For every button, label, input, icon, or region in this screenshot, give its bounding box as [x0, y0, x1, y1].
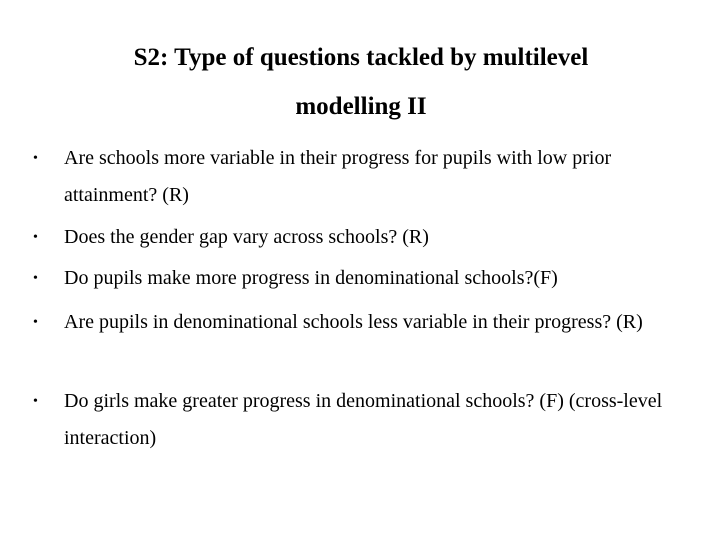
bullet-point-icon: •	[33, 271, 38, 286]
slide-title-line-2: modelling II	[295, 93, 427, 120]
bullet-text: Does the gender gap vary across schools? (R)	[64, 226, 429, 248]
bullet-text: Do girls make greater progress in denominational schools? (F) (cross-level interaction)	[64, 390, 663, 449]
bullet-point-icon: •	[33, 394, 38, 409]
bullet-point-icon: •	[33, 151, 38, 166]
bullet-text: Do pupils make more progress in denominational schools?(F)	[64, 267, 558, 289]
bullet-text: Are schools more variable in their progress for pupils with low prior attainment? (R)	[64, 147, 612, 206]
bullet-point-icon: •	[33, 230, 38, 245]
bullet-text: Are pupils in denominational schools less variable in their progress? (R)	[64, 311, 643, 333]
slide-title-line-1: S2: Type of questions tackled by multilevel	[133, 44, 589, 71]
bullet-point-icon: •	[33, 315, 38, 330]
